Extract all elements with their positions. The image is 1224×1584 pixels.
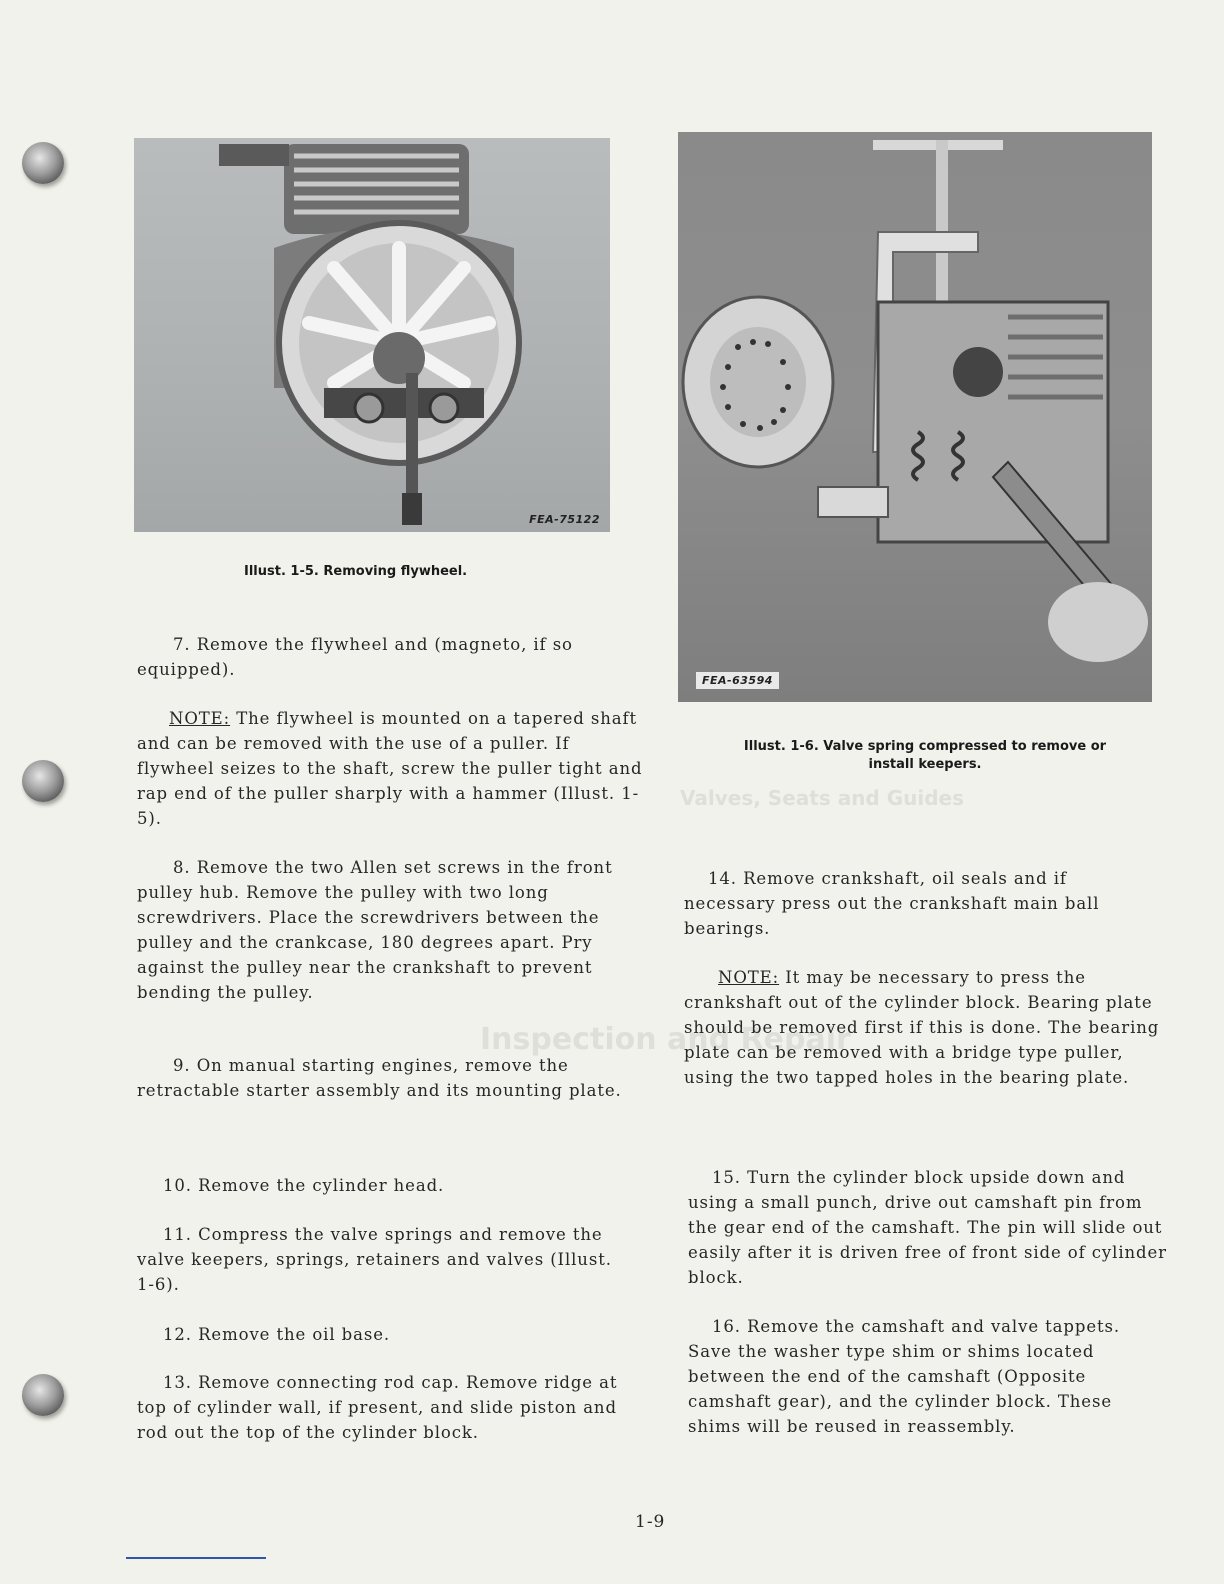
valve-spring-drawing (678, 132, 1152, 702)
step-13: 13. Remove connecting rod cap. Remove ridge at top of cylinder wall, if present, and slide piston and rod out the top of the cylinder block. (137, 1373, 618, 1442)
step-14: 14. Remove crankshaft, oil seals and if necessary press out the crankshaft main ball bearings. (684, 869, 1100, 938)
fig5-caption (244, 564, 514, 579)
fig5-code: FEA-75122 (529, 513, 600, 526)
step-8: 8. Remove the two Allen set screws in the front pulley hub. Remove the pulley with two long screwdrivers. Place the screwdrivers between the pulley and the crankcase, 180 degrees apart. Pry against the pulley near the crankshaft to prevent bending the pulley. (137, 858, 613, 1002)
fig5-caption-text: Removing flywheel. (323, 564, 468, 579)
fig6-caption-text-2: install keepers. (868, 757, 982, 772)
fig6-caption (690, 738, 1160, 774)
step-7: 7. Remove the flywheel and (magneto, if so equipped). (137, 635, 573, 679)
flywheel-photo (134, 138, 610, 532)
show-through-subheading: Valves, Seats and Guides (680, 786, 965, 810)
binder-hole-bottom (22, 1374, 64, 1416)
step-11: 11. Compress the valve springs and remove the valve keepers, springs, retainers and valves (Illust. 1-6). (137, 1225, 612, 1294)
fig6-caption-label: Illust. 1-6. (743, 739, 819, 754)
page-number: 1-9 (635, 1512, 666, 1532)
step-16: 16. Remove the camshaft and valve tappets. Save the washer type shim or shims located between the end of the camshaft (Opposite camshaft gear), and the cylinder block. These shims will be reused in reassembly. (688, 1317, 1121, 1436)
fig5-caption-label: Illust. 1-5. (244, 564, 319, 579)
show-through-heading: Inspection and Repair (480, 1022, 851, 1057)
note-crankshaft (684, 965, 1174, 1090)
note-flywheel-label: NOTE: (169, 709, 231, 728)
step-10: 10. Remove the cylinder head. (163, 1176, 445, 1195)
binder-hole-middle (22, 760, 64, 802)
valve-spring-photo (678, 132, 1152, 702)
note-crankshaft-label: NOTE: (718, 968, 780, 987)
fig6-code: FEA-63594 (696, 672, 779, 689)
step-12: 12. Remove the oil base. (163, 1325, 391, 1344)
fig6-caption-text-1: Valve spring compressed to remove or (823, 739, 1107, 754)
flywheel-drawing (134, 138, 610, 532)
note-flywheel-text: The flywheel is mounted on a tapered shaft and can be removed with the use of a puller. If flywheel seizes to the shaft, screw the puller tight and rap end of the puller sharply with a hammer (Illust. 1-5). (137, 709, 643, 828)
binder-hole-top (22, 142, 64, 184)
note-crankshaft-text: It may be necessary to press the crankshaft out of the cylinder block. Bearing plate should be removed first if this is done. The bearing plate can be removed with a bridge type puller, using the two tapped holes in the bearing plate. (684, 968, 1160, 1087)
footer-rule (126, 1557, 266, 1559)
step-15: 15. Turn the cylinder block upside down and using a small punch, drive out camshaft pin from the gear end of the camshaft. The pin will slide out easily after it is driven free of front side of cylinder block. (688, 1168, 1167, 1287)
note-flywheel (137, 706, 647, 831)
fig6-caption-line1 (690, 738, 1160, 756)
step-9: 9. On manual starting engines, remove the retractable starter assembly and its mounting plate. (137, 1056, 622, 1100)
